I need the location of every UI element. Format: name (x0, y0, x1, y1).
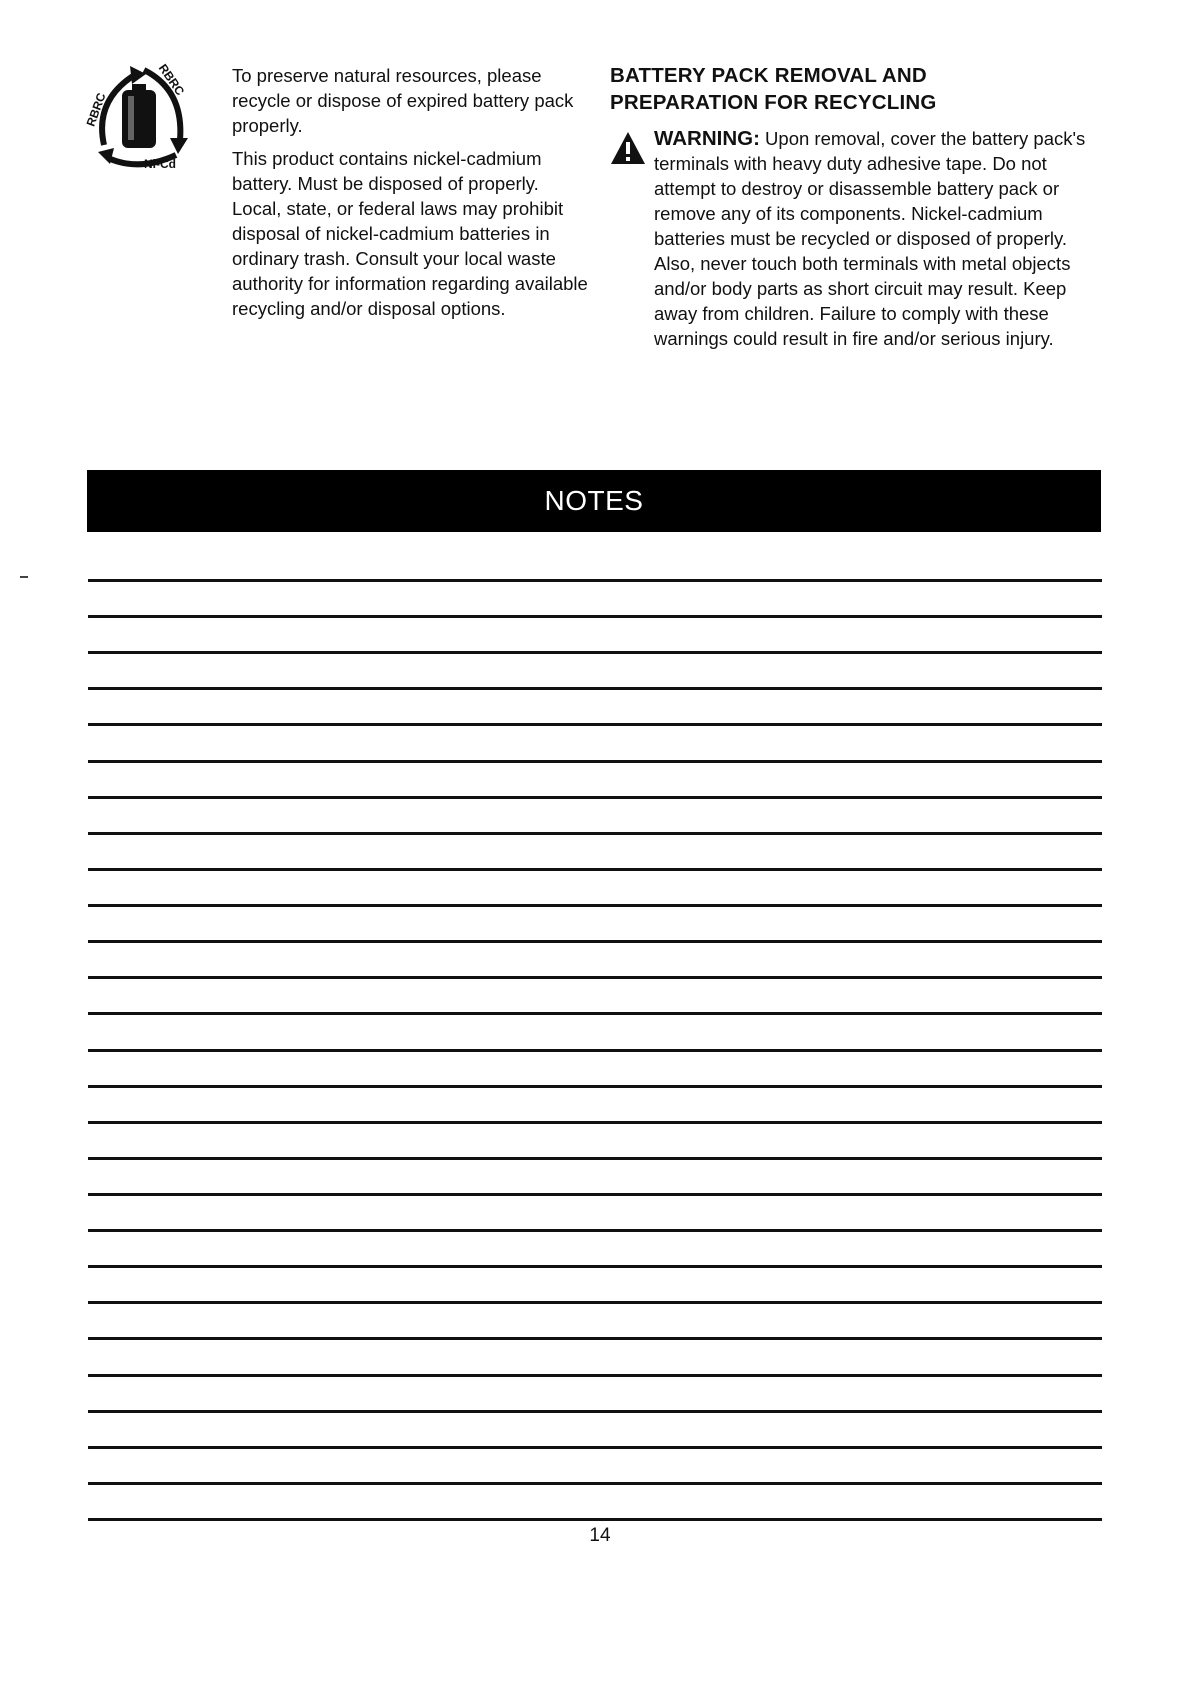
note-line (88, 1374, 1102, 1377)
note-line (88, 1121, 1102, 1124)
recycling-seal-icon (84, 60, 196, 180)
note-line (88, 1012, 1102, 1015)
note-line (88, 687, 1102, 690)
note-line (88, 868, 1102, 871)
note-line (88, 1193, 1102, 1196)
note-line (88, 615, 1102, 618)
notes-header-bar (87, 470, 1101, 532)
page-number: 14 (589, 1525, 611, 1546)
note-line (88, 1518, 1102, 1521)
note-line (88, 1049, 1102, 1052)
note-line (88, 904, 1102, 907)
note-line (88, 796, 1102, 799)
note-line (88, 1337, 1102, 1340)
recycling-paragraph-1: To preserve natural resources, please recycle or dispose of expired battery pack properly. (232, 65, 574, 136)
note-line (88, 1265, 1102, 1268)
recycling-info-column (232, 63, 592, 329)
logo-rbrc-top-text: RBRC (155, 61, 188, 98)
margin-mark (20, 576, 28, 578)
logo-rbrc-left-text: RBRC (84, 90, 109, 129)
warning-triangle-icon (610, 130, 646, 166)
note-line (88, 1301, 1102, 1304)
heading-line-1: BATTERY PACK REMOVAL AND (610, 64, 927, 87)
note-line (88, 760, 1102, 763)
note-line (88, 1157, 1102, 1160)
heading-line-2: PREPARATION FOR RECYCLING (610, 91, 937, 114)
note-line (88, 1482, 1102, 1485)
logo-nicd-text: Ni-Cd (144, 157, 176, 171)
note-line (88, 832, 1102, 835)
note-line (88, 1446, 1102, 1449)
warning-text: Upon removal, cover the battery pack's terminals with heavy duty adhesive tape. Do not attempt to destroy or disassemble battery pack or remove any of its components. Nickel-cadmium batteries must be recycled or disposed of properly. Also, never touch both terminals with metal objects and/or body parts as short circuit may result. Keep away from children. Failure to comply with these warnings could result in fire and/or serious injury. (654, 128, 1086, 349)
note-line (88, 1229, 1102, 1232)
note-line (88, 976, 1102, 979)
note-line (88, 651, 1102, 654)
warning-label: WARNING: (654, 127, 760, 150)
battery-removal-section (610, 62, 1110, 351)
note-line (88, 1410, 1102, 1413)
rbrc-recycling-logo (84, 60, 196, 180)
notes-title: NOTES (544, 485, 644, 516)
battery-section-heading (610, 62, 1110, 116)
note-line (88, 1085, 1102, 1088)
warning-block (610, 126, 1110, 351)
note-line (88, 723, 1102, 726)
recycling-paragraph-2: This product contains nickel-cadmium battery. Must be disposed of properly. Local, state, or federal laws may prohibit disposal of nickel-cadmium batteries in ordinary trash. Consult your local waste authority for information regarding available recycling and/or disposal options. (232, 148, 588, 319)
note-line (88, 940, 1102, 943)
note-line (88, 579, 1102, 582)
